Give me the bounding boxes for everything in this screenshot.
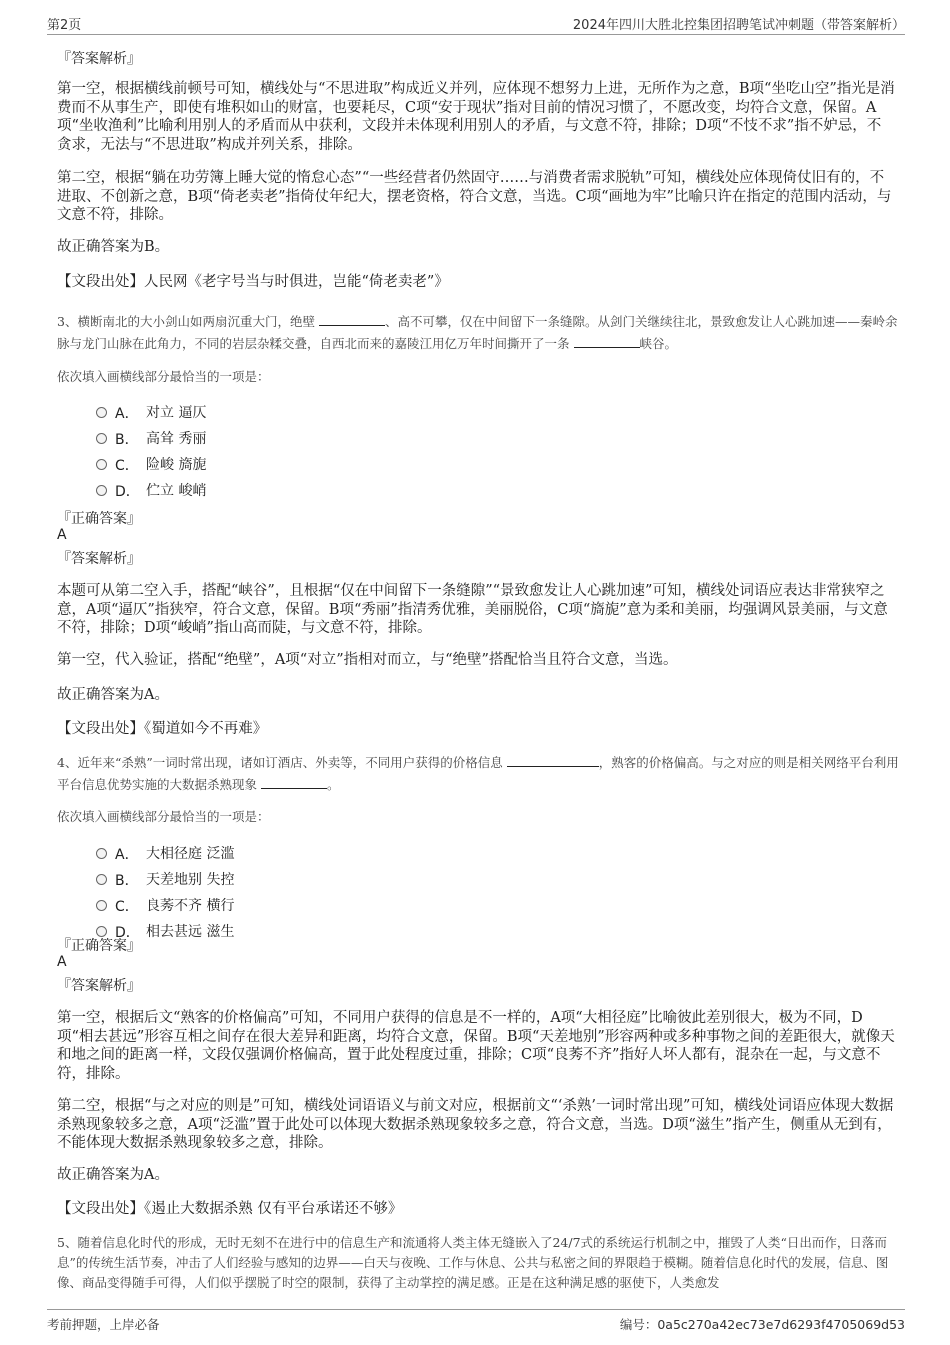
page-footer [47,1309,905,1334]
radio-icon[interactable] [96,874,107,885]
answer-conclusion: 故正确答案为A。 [57,687,169,703]
analysis-label: 『答案解析』 [57,551,141,567]
footer-slogan: 考前押题，上岸必备 [47,1317,160,1332]
question-stem: 3、横断南北的大小剑山如两扇沉重大门，绝壁 、高不可攀，仅在中间留下一条缝隙。从剑门关继续往北，景致愈发让人心跳加速——秦岭余脉与龙门山脉在此角力，不同的岩层杂糅交叠，自西北而来的嘉陵江用亿万年时间撕开了一条 峡谷。 [57,314,898,351]
analysis-label: 『答案解析』 [57,978,141,994]
source-citation: 【文段出处】人民网《老字号当与时俱进，岂能“倚老卖老”》 [57,274,449,290]
question-prompt: 依次填入画横线部分最恰当的一项是： [57,369,270,384]
question-stem: 5、随着信息化时代的形成，无时无刻不在进行中的信息生产和流通将人类主体无缝嵌入了24/7式的系统运行机制之中，摧毁了人类“日出而作，日落而息”的传统生活节奏，冲击了人们经验与感知的边界——白天与夜晚、工作与休息、公共与私密之间的界限趋于模糊。随着信息化时代的发展，信息、图像、商品变得随手可得，人们似乎摆脱了时空的限制，获得了主动掌控的满足感。正是在这种满足感的驱使下，人类愈发 [57,1235,889,1290]
fill-blank [319,313,385,326]
page-number: 第2页 [47,18,82,33]
analysis-paragraph: 第二空，根据“躺在功劳簿上睡大觉的惰怠心态”“一些经营者仍然固守……与消费者需求脱轨”可知，横线处应体现倚仗旧有的，不进取、不创新之意，B项“倚老卖老”指倚仗年纪大，摆老资格，符合文意，当选。C项“画地为牢”比喻只许在指定的范围内活动，与文意不符，排除。 [57,170,892,223]
question-prompt: 依次填入画横线部分最恰当的一项是： [57,809,270,824]
analysis-paragraph: 第一空，根据横线前顿号可知，横线处与“不思进取”构成近义并列，应体现不想努力上进，无所作为之意，B项“坐吃山空”指光是消费而不从事生产，即使有堆积如山的财富，也要耗尽，C项“安于现状”指对目前的情况习惯了，不愿改变，均符合文意，保留。A项“坐收渔利”比喻利用别人的矛盾而从中获利，文段并未体现利用别人的矛盾，与文意不符，排除；D项“不忮不求”指不妒忌，不贪求，无法与“不思进取”构成并列关系，排除。 [57,81,895,153]
correct-answer-label: 『正确答案』 [57,938,141,954]
radio-icon[interactable] [96,433,107,444]
analysis-paragraph: 本题可从第二空入手，搭配“峡谷”，且根据“仅在中间留下一条缝隙”“景致愈发让人心跳加速”可知，横线处词语应表达非常狭窄之意，A项“逼仄”指狭窄，符合文意，保留。B项“秀丽”指清秀优雅，美丽脱俗，C项“旖旎”意为柔和美丽，均强调风景美丽，与文意不符，排除；D项“峻峭”指山高而陡，与文意不符，排除。 [57,583,888,636]
fill-blank [261,776,327,789]
correct-answer: A [57,954,67,970]
page-header [47,12,905,35]
document-id: 编号：0a5c270a42ec73e7d6293f4705069d53 [619,1317,905,1332]
fill-blank [507,754,599,767]
document-title: 2024年四川大胜北控集团招聘笔试冲刺题（带答案解析） [572,18,905,33]
radio-icon[interactable] [96,900,107,911]
correct-answer: A [57,527,67,543]
correct-answer-label: 『正确答案』 [57,511,141,527]
radio-icon[interactable] [96,407,107,418]
question-stem: 4、近年来“杀熟”一词时常出现，诸如订酒店、外卖等，不同用户获得的价格信息 ，熟客的价格偏高。与之对应的则是相关网络平台利用平台信息优势实施的大数据杀熟现象 。 [57,755,899,792]
source-citation: 【文段出处】《蜀道如今不再难》 [57,721,268,737]
source-citation: 【文段出处】《遏止大数据杀熟 仅有平台承诺还不够》 [57,1201,403,1217]
radio-icon[interactable] [96,459,107,470]
answer-conclusion: 故正确答案为B。 [57,239,170,255]
answer-conclusion: 故正确答案为A。 [57,1167,169,1183]
analysis-label: 『答案解析』 [57,51,141,67]
radio-icon[interactable] [96,848,107,859]
analysis-paragraph: 第二空，根据“与之对应的则是”可知，横线处词语语义与前文对应，根据前文“‘杀熟’一词时常出现”可知，横线处词语应体现大数据杀熟现象较多之意，A项“泛滥”置于此处可以体现大数据杀熟现象较多之意，符合文意，当选。D项“滋生”指产生，侧重从无到有，不能体现大数据杀熟现象较多之意，排除。 [57,1098,894,1151]
radio-icon[interactable] [96,485,107,496]
analysis-paragraph: 第一空，代入验证，搭配“绝壁”，A项“对立”指相对而立，与“绝壁”搭配恰当且符合文意，当选。 [57,652,678,668]
fill-blank [574,335,640,348]
analysis-paragraph: 第一空，根据后文“熟客的价格偏高”可知，不同用户获得的信息是不一样的，A项“大相径庭”比喻彼此差别很大，极为不同，D项“相去甚远”形容互相之间存在很大差异和距离，均符合文意，保留。B项“天差地别”形容两种或多种事物之间的差距很大，就像天和地之间的距离一样，文段仅强调价格偏高，置于此处程度过重，排除；C项“良莠不齐”指好人坏人都有，混杂在一起，与文意不符，排除。 [57,1010,895,1082]
